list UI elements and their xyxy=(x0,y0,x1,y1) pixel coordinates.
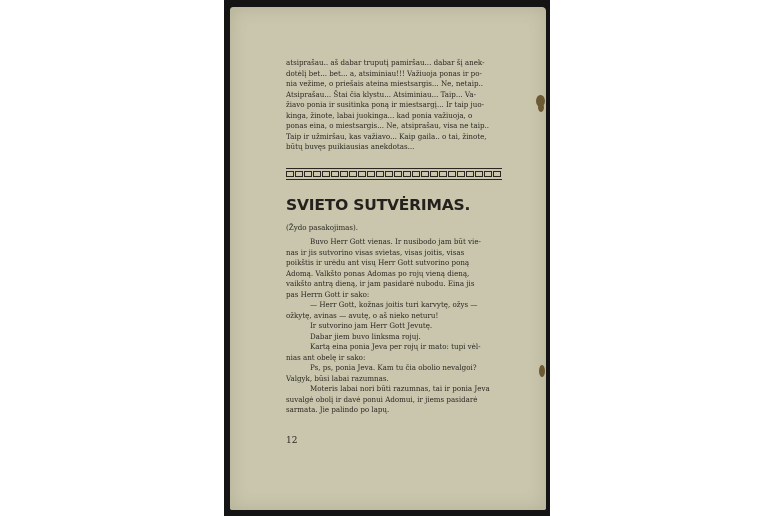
text-line: Buvo Herr Gott vienas. Ir nusibodo jam būt vie- xyxy=(310,237,481,246)
text-line: dotėlį bet... bet... a, atsiminiau!!! Važiuoja ponas ir po- xyxy=(286,68,482,78)
text-line: žiavo ponia ir susitinka poną ir miestsargį... Ir taip juo- xyxy=(286,100,484,109)
page-number: 12 xyxy=(286,436,298,446)
text-line: Moteris labai nori būti razumnas, tai ir ponia Jeva xyxy=(310,384,490,393)
text-line: Adomą. Valkšto ponas Adomas po rojų vieną dieną, xyxy=(286,268,470,278)
ornamental-divider xyxy=(286,168,502,180)
text-line: ožkytę, avinas — avutę, o aš nieko neturu! xyxy=(286,310,439,320)
text-line: ponas eina, o miestsargis... Ne, atsiprašau, visa ne taip.. xyxy=(286,121,490,130)
text-line: Ir sutvorino jam Herr Gott Jevutę. xyxy=(310,321,433,330)
text-line: nas ir jis sutvorino visas svietas, visas joitis, visas xyxy=(286,247,465,257)
text-line: nia vežime, o priešais ateina miestsargis... Ne, netaip.. xyxy=(286,79,484,88)
chapter-subtitle: (Žydo pasakojimas). xyxy=(286,223,359,232)
text-line: Kartą eina ponia Jeva per rojų ir mato: tupi vėl- xyxy=(310,342,481,351)
text-line: Dabar jiem buvo linksma rojuj. xyxy=(310,331,421,341)
text-line: pas Herrn Gott ir sako: xyxy=(286,289,370,299)
text-line: Taip ir užmiršau, kas važiavo... Kaip gaila.. o tai, žinote, xyxy=(286,131,487,141)
text-line: suvalgė obolį ir davė ponui Adomui, ir jiems pasidarė xyxy=(286,394,478,404)
chapter-title: SVIETO SUTVĖRIMAS. xyxy=(286,196,471,214)
text-line: kinga, žinote, labai juokinga... kad ponia važiuoja, o xyxy=(286,110,473,120)
paper-stain xyxy=(538,103,544,112)
text-line: Valgyk, būsi labai razumnas. xyxy=(286,373,389,383)
text-line: poikštis ir urėdu ant visų Herr Gott sutvorino poną xyxy=(286,258,470,267)
text-line: — Herr Gott, kožnas joitis turi karvytę, ožys — xyxy=(310,300,478,309)
text-line: Ps, ps, ponia Jeva. Kam tu čia obolio nevalgoi? xyxy=(310,363,477,372)
paper-stain xyxy=(539,365,545,377)
text-line: Atsiprašau... Štai čia klystu... Atsiminiau... Taip... Va- xyxy=(286,89,476,99)
text-line: sarmata. Jie palindo po lapų. xyxy=(286,405,390,414)
text-line: nias ant obelę ir sako: xyxy=(286,352,366,362)
text-line: vaikšto antrą dieną, ir jam pasidarė nubodu. Eina jis xyxy=(286,279,475,288)
text-line: būtų buvęs puikiausias anekdotas... xyxy=(286,142,415,151)
text-line: atsiprašau.. aš dabar truputį pamiršau... dabar šį anek- xyxy=(286,58,485,67)
